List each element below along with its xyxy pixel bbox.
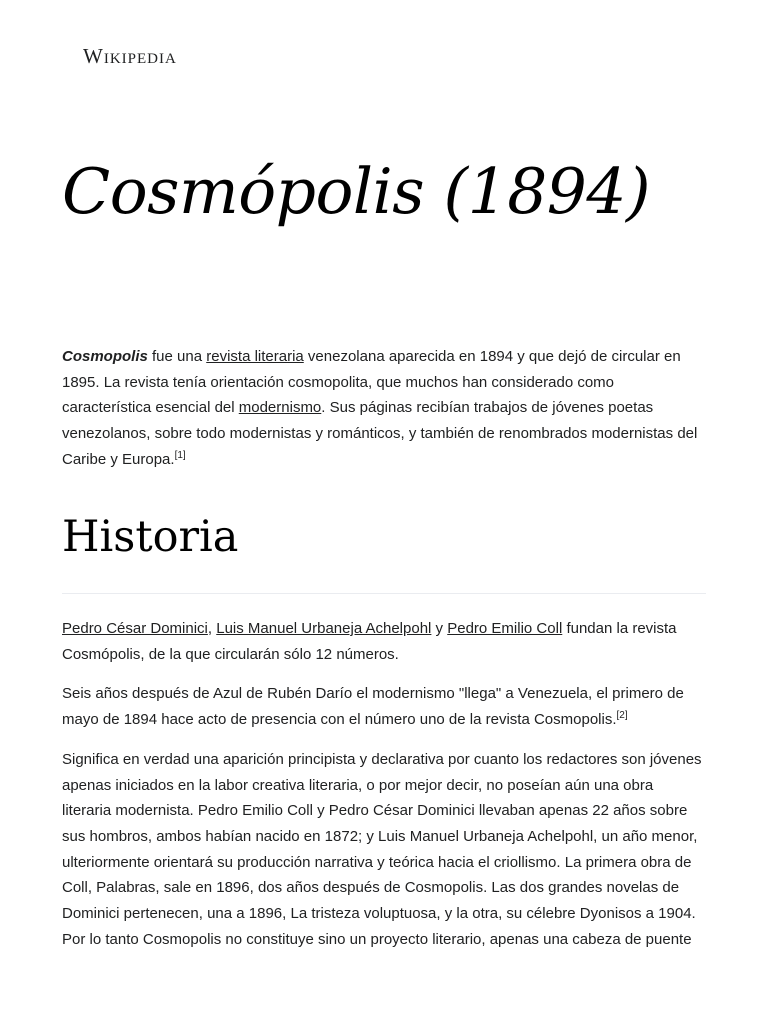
page-title: Cosmópolis (1894)	[62, 155, 651, 228]
lead-text-2: venezolana aparecida en 1894 y que dejó de circular en 1895. La revista tenía orientación cosmopolita, que muchos han considerado como característica esencial del	[62, 348, 681, 417]
section-heading-historia: Historia	[62, 512, 239, 562]
wikipedia-wordmark-link[interactable]: Wikipedia	[83, 44, 177, 68]
link-pedro-cesar-dominici[interactable]: Pedro César Dominici	[62, 620, 208, 637]
p1-separator-2: y	[431, 620, 448, 637]
historia-paragraph-1	[62, 616, 706, 667]
section-body-historia	[62, 616, 706, 966]
lead-text-1: fue una	[147, 348, 207, 365]
reference-2	[617, 710, 628, 721]
lead-bold-term: Cosmopolis	[62, 348, 148, 365]
reference-1-link[interactable]: [1]	[174, 449, 186, 461]
section-divider	[62, 593, 706, 594]
p2-text: Seis años después de Azul de Rubén Darío el modernismo "llega" a Venezuela, el primero de mayo de 1894 hace acto de presencia con el número uno de la revista Cosmopolis.	[62, 685, 684, 729]
p1-separator-1: ,	[207, 620, 217, 637]
historia-paragraph-3: Significa en verdad una aparición principista y declarativa por cuanto los redactores son jóvenes apenas iniciados en la labor creativa literaria, o por mejor decir, no poseían aún una obra literaria modernista. Pedro Emilio Coll y Pedro César Dominici llevaban apenas 22 años sobre sus hombros, ambos habían nacido en 1872; y Luis Manuel Urbaneja Achelpohl, un año menor, ulteriormente orientará su producción narrativa y teórica hacia el criollismo. La primera obra de Coll, Palabras, sale en 1896, dos años después de Cosmopolis. Las dos grandes novelas de Dominici pertenecen, una a 1896, La tristeza voluptuosa, y la otra, su célebre Dyonisos a 1904. Por lo tanto Cosmopolis no constituye sino un proyecto literario, apenas una cabeza de puente	[62, 750, 702, 948]
article-lead	[62, 344, 706, 473]
link-modernismo[interactable]: modernismo	[238, 399, 322, 417]
reference-1	[175, 450, 186, 461]
reference-2-link[interactable]: [2]	[616, 710, 628, 722]
lead-text-3: . Sus páginas recibían trabajos de jóvenes poetas venezolanos, sobre todo modernistas y románticos, y también de renombrados modernistas del Caribe y Europa.	[62, 399, 698, 468]
historia-paragraph-2	[62, 681, 706, 732]
lead-paragraph	[62, 344, 706, 473]
link-pedro-emilio-coll[interactable]: Pedro Emilio Coll	[447, 620, 563, 637]
link-revista-literaria[interactable]: revista literaria	[206, 348, 304, 365]
p1-tail: fundan la revista Cosmópolis, de la que circularán sólo 12 números.	[62, 620, 677, 663]
link-luis-manuel-urbaneja-achelpohl[interactable]: Luis Manuel Urbaneja Achelpohl	[216, 620, 432, 637]
